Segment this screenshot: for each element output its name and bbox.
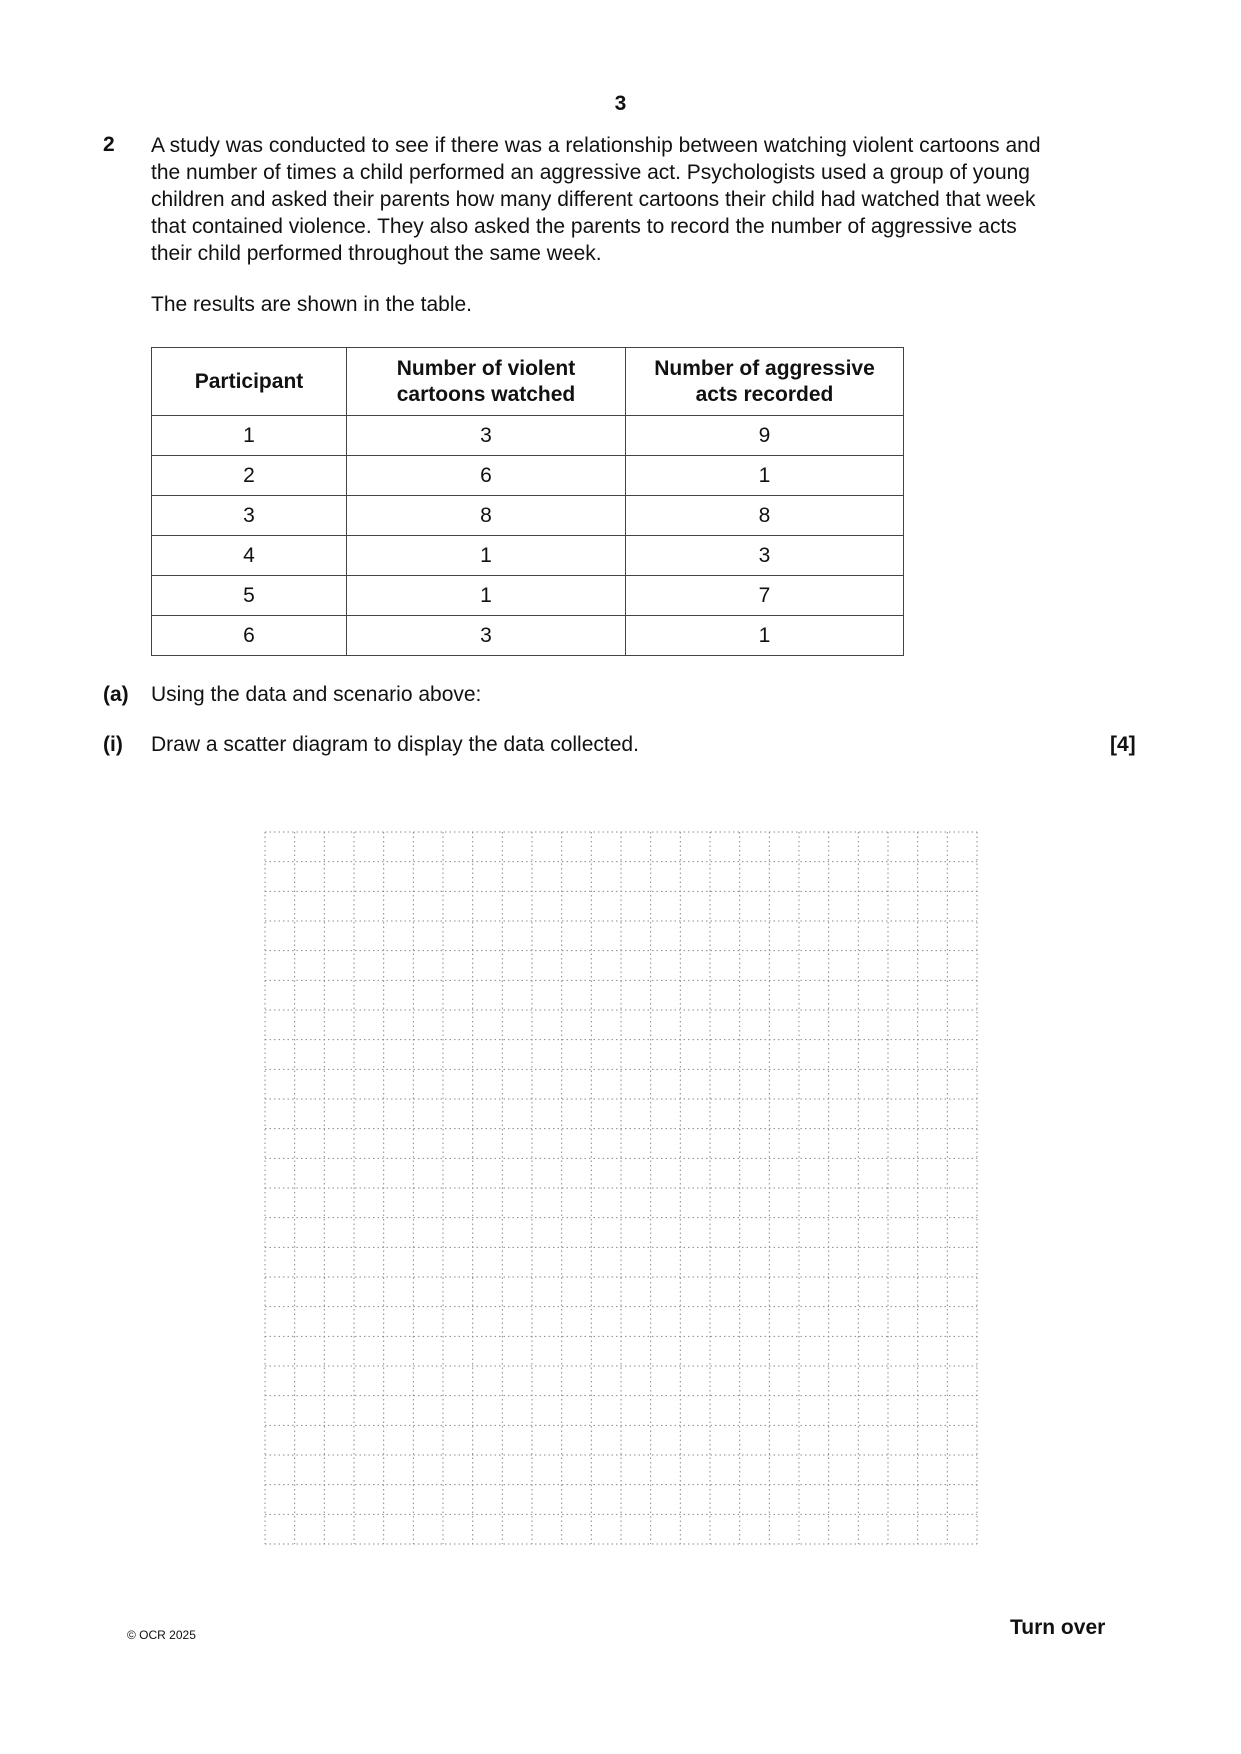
cartoons-cell: 8 [347, 496, 626, 536]
question-text-line: the number of times a child performed an aggressive act. Psychologists used a group of young [151, 161, 1030, 184]
copyright-notice: © OCR 2025 [127, 1628, 196, 1642]
participant-cell: 5 [152, 576, 347, 616]
part-i-text: Draw a scatter diagram to display the data collected. [151, 733, 639, 756]
table-row [152, 616, 904, 656]
table-row [152, 576, 904, 616]
question-text [151, 132, 1141, 267]
acts-cell: 7 [626, 576, 904, 616]
acts-cell: 1 [626, 456, 904, 496]
table-intro: The results are shown in the table. [151, 293, 473, 316]
cartoons-cell: 1 [347, 536, 626, 576]
part-a-text: Using the data and scenario above: [151, 683, 482, 706]
question-text-line: their child performed throughout the same week. [151, 242, 602, 265]
turn-over-label: Turn over [1010, 1616, 1106, 1639]
table-row [152, 456, 904, 496]
page-number: 3 [614, 92, 627, 115]
table-header-row [152, 348, 904, 416]
cartoons-cell: 3 [347, 616, 626, 656]
part-a-label: (a) [103, 683, 129, 706]
participant-cell: 2 [152, 456, 347, 496]
cartoons-cell: 6 [347, 456, 626, 496]
participant-cell: 1 [152, 416, 347, 456]
table-row [152, 536, 904, 576]
header-cartoons-line: Number of violent [396, 356, 576, 380]
cartoons-cell: 1 [347, 576, 626, 616]
table-row [152, 416, 904, 456]
participant-cell: 6 [152, 616, 347, 656]
question-text-line: A study was conducted to see if there was a relationship between watching violent cartoons and [151, 134, 1041, 157]
answer-grid[interactable] [264, 831, 978, 1545]
participant-cell: 4 [152, 536, 347, 576]
acts-cell: 9 [626, 416, 904, 456]
acts-cell: 3 [626, 536, 904, 576]
header-cartoons [347, 348, 626, 416]
header-acts [626, 348, 904, 416]
results-table [151, 347, 904, 656]
question-number: 2 [103, 133, 115, 156]
header-participant: Participant [152, 348, 347, 416]
header-cartoons-line: cartoons watched [396, 382, 576, 406]
table-row [152, 496, 904, 536]
header-acts-line: Number of aggressive [654, 356, 875, 380]
marks-label: [4] [1110, 733, 1136, 756]
question-text-line: that contained violence. They also asked the parents to record the number of aggressive acts [151, 215, 1017, 238]
cartoons-cell: 3 [347, 416, 626, 456]
acts-cell: 1 [626, 616, 904, 656]
question-text-line: children and asked their parents how many different cartoons their child had watched that week [151, 188, 1036, 211]
header-acts-line: acts recorded [695, 382, 834, 406]
part-i-label: (i) [103, 733, 123, 756]
participant-cell: 3 [152, 496, 347, 536]
acts-cell: 8 [626, 496, 904, 536]
